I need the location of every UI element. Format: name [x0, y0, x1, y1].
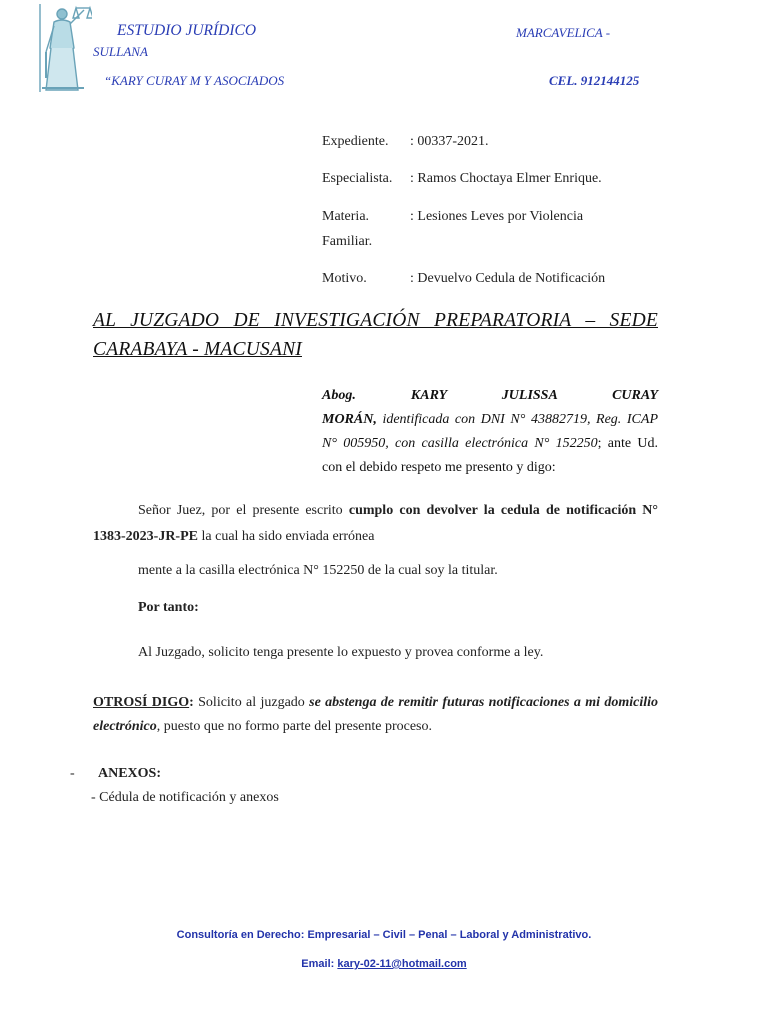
location-line2: SULLANA [93, 44, 148, 59]
case-label: Motivo. [322, 271, 367, 286]
case-materia [322, 209, 583, 225]
firm-associates: “KARY CURAY M Y ASOCIADOS [104, 73, 285, 88]
abog-label: Abog. [322, 388, 356, 403]
case-value: : 00337-2021. [410, 134, 489, 149]
location-line1: MARCAVELICA - [516, 25, 611, 40]
otrosi-paragraph [93, 691, 658, 739]
paragraph-3: Al Juzgado, solicito tenga presente lo expuesto y provea conforme a ley. [138, 645, 544, 660]
lady-justice-icon [34, 0, 92, 96]
firm-name: ESTUDIO JURÍDICO [117, 22, 257, 39]
case-value: : Lesiones Leves por Violencia [410, 209, 584, 224]
lawyer-intro [322, 384, 658, 480]
otrosi-start: Solicito al juzgado [193, 695, 310, 710]
lawyer-ident: identificada con DNI N° 43882719, Reg. ICAP N° 005950, con casilla electrónica N° 152250 [322, 412, 658, 451]
otrosi-colon: : [189, 695, 194, 710]
para1-start: Señor Juez, por el presente escrito [138, 503, 349, 518]
email-link[interactable]: kary-02-11@hotmail.com [337, 958, 467, 970]
anexos-bullet: - [70, 766, 75, 781]
footer-email-line [0, 958, 768, 970]
case-materia-cont: Familiar. [322, 234, 373, 249]
anexos-title: ANEXOS: [98, 766, 162, 781]
case-value: : Ramos Choctaya Elmer Enrique. [410, 171, 602, 186]
otrosi-bold: se abstenga de remitir futuras notificaciones a mi domicilio electrónico [93, 695, 658, 734]
para1-end: la cual ha sido enviada errónea [198, 529, 375, 544]
court-heading: AL JUZGADO DE INVESTIGACIÓN PREPARATORIA – SEDE CARABAYA - MACUSANI [93, 310, 658, 360]
otrosi-label: OTROSÍ DIGO [93, 695, 190, 710]
firm-phone: CEL. 912144125 [549, 73, 640, 88]
paragraph-2: mente a la casilla electrónica N° 152250 de la cual soy la titular. [138, 563, 498, 578]
case-label: Expediente. [322, 134, 389, 149]
case-label: Materia. [322, 209, 370, 224]
case-expediente [322, 134, 489, 150]
paragraph-1 [93, 498, 658, 550]
lawyer-name: KARY JULISSA CURAY MORÁN, [322, 388, 659, 427]
email-label: Email: [301, 958, 338, 970]
para1-bold: cumplo con devolver la cedula de notificación N° 1383-2023-JR-PE [93, 503, 659, 544]
case-value: : Devuelvo Cedula de Notificación [410, 271, 606, 286]
case-label: Especialista. [322, 171, 393, 186]
anexos-item: - Cédula de notificación y anexos [91, 790, 279, 805]
case-motivo [322, 271, 605, 287]
otrosi-end: , puesto que no formo parte del presente proceso. [156, 719, 433, 734]
case-especialista [322, 171, 602, 187]
lawyer-ident-end: ; ante Ud. con el debido respeto me presento y digo: [322, 436, 658, 475]
por-tanto: Por tanto: [138, 600, 199, 615]
footer-services: Consultoría en Derecho: Empresarial – Civil – Penal – Laboral y Administrativo. [176, 929, 592, 941]
